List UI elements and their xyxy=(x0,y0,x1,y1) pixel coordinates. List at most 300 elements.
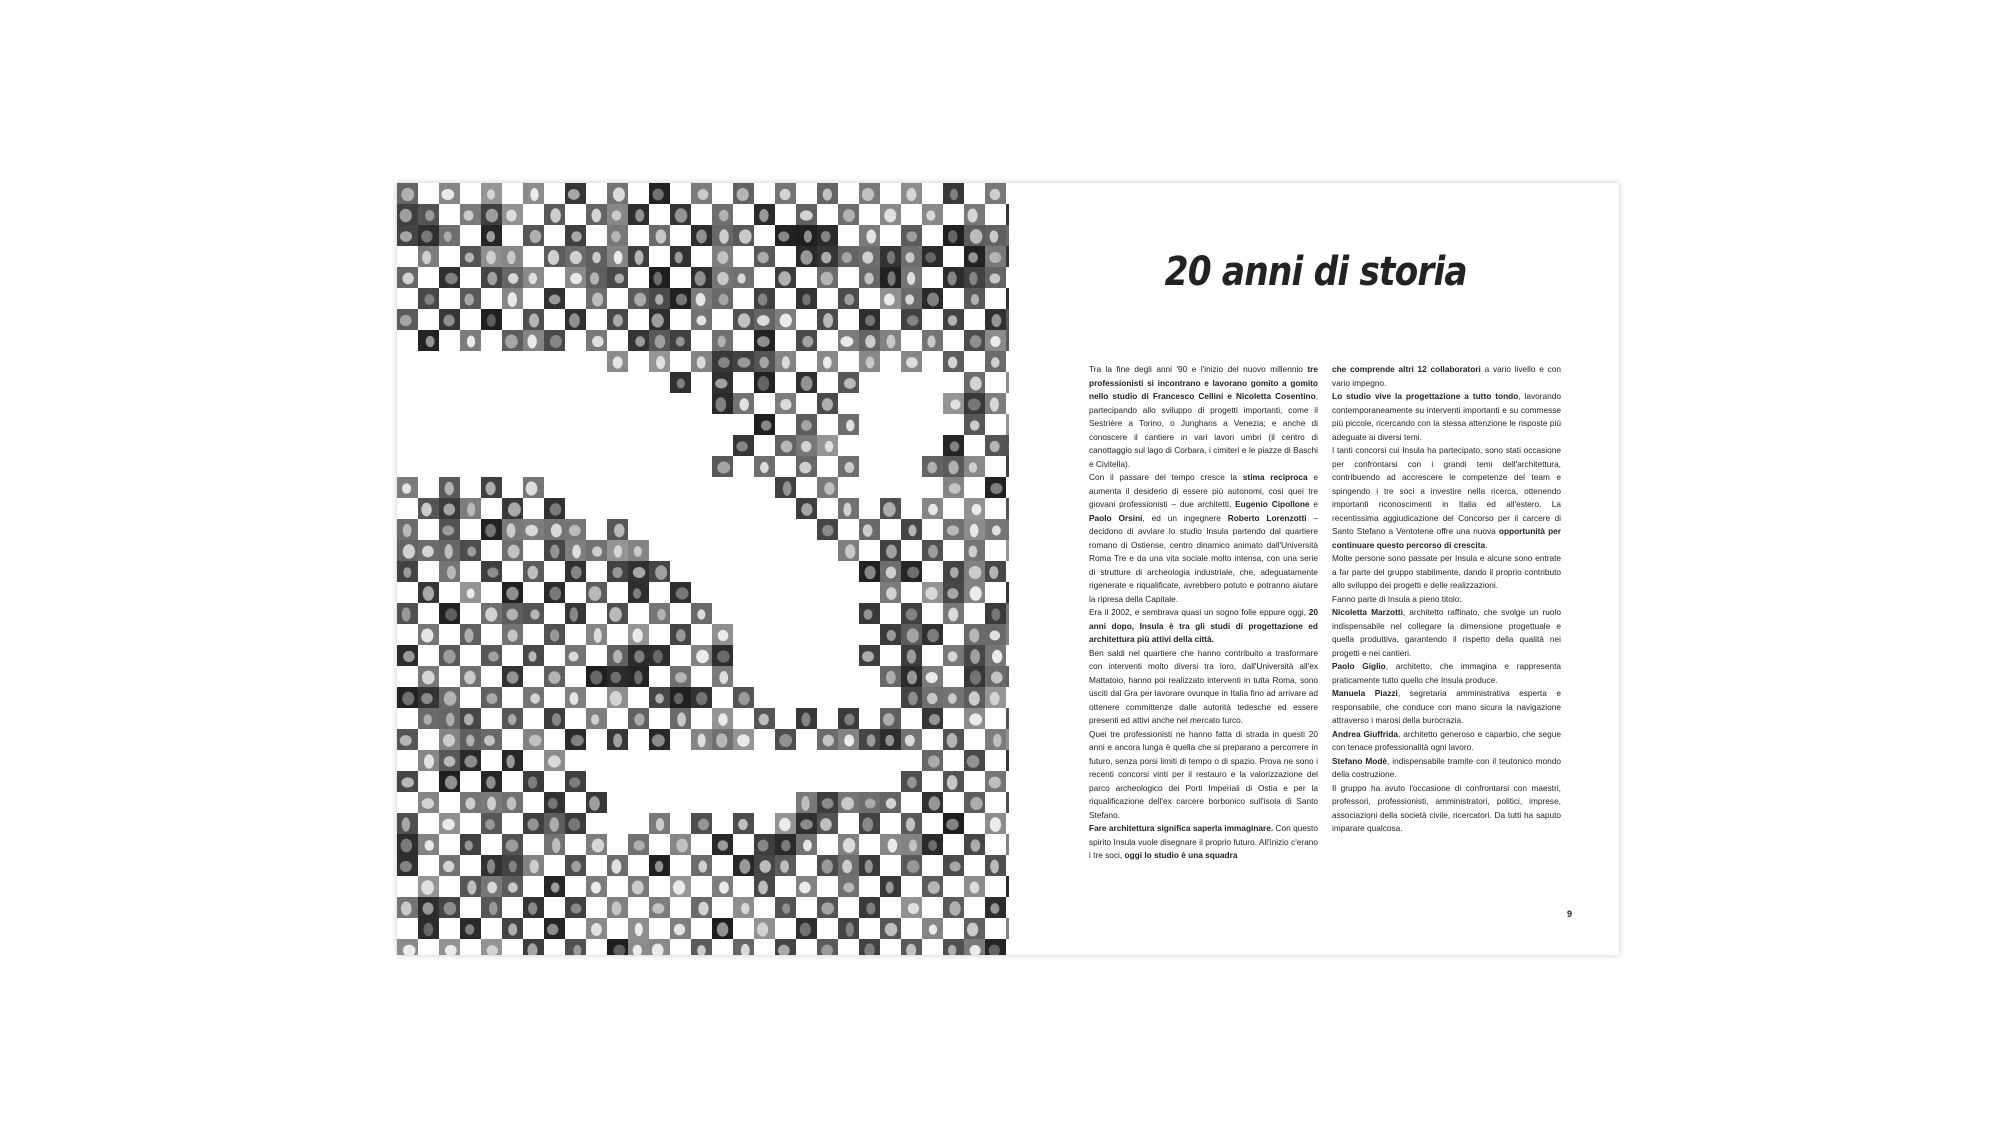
portrait-face xyxy=(445,608,457,620)
paragraph xyxy=(1332,363,1561,390)
portrait-face xyxy=(970,420,980,430)
portrait-face xyxy=(947,733,958,748)
portrait-face xyxy=(886,545,897,559)
portrait-face xyxy=(946,819,959,830)
portrait-face xyxy=(677,378,685,388)
portrait-face xyxy=(846,420,854,432)
portrait-face xyxy=(801,420,812,431)
portrait-face xyxy=(716,397,727,412)
portrait-face xyxy=(656,818,665,831)
portrait-face xyxy=(779,818,791,831)
portrait-face xyxy=(527,818,538,830)
portrait-face xyxy=(487,882,497,894)
portrait-face xyxy=(697,356,706,368)
portrait-face xyxy=(591,714,599,725)
portrait-face xyxy=(447,566,456,580)
portrait-face xyxy=(781,840,791,852)
portrait-face xyxy=(864,566,875,580)
text-page xyxy=(1009,183,1619,955)
portrait-face xyxy=(820,818,832,831)
portrait-face xyxy=(759,209,768,222)
portrait-face xyxy=(948,461,958,475)
portrait-face xyxy=(569,777,580,787)
portrait-face xyxy=(506,609,518,621)
portrait-face xyxy=(592,252,601,263)
portrait-face xyxy=(569,313,580,328)
portrait-face xyxy=(780,314,792,328)
portrait-face xyxy=(673,880,685,895)
portrait-face xyxy=(508,502,521,516)
bold-text-run: tre professionisti si incontrano e lavorano gomito a gomito nello studio di Francesco Cellini e Nicoletta Cosentino xyxy=(1089,364,1318,401)
portrait-face xyxy=(865,335,875,348)
portrait-face xyxy=(825,441,834,452)
portrait-face xyxy=(843,838,855,853)
portrait-face xyxy=(486,693,497,704)
portrait-face xyxy=(568,189,580,200)
portrait-face xyxy=(803,840,812,852)
portrait-face xyxy=(947,775,958,790)
portrait-face xyxy=(801,796,809,811)
text-run: Con questo spirito Insula vuole disegnare il proprio futuro. All'inizio c'erano i tre soci, xyxy=(1089,823,1318,860)
paragraph xyxy=(1332,687,1561,728)
portrait-face xyxy=(883,713,894,726)
portrait-face xyxy=(442,819,455,830)
portrait-face xyxy=(444,544,452,559)
portrait-face xyxy=(862,251,873,263)
portrait-face xyxy=(467,503,475,517)
portrait-face xyxy=(736,441,747,451)
text-run: e aumenta il desiderio di essere più autonomi, così quei tre giovani professionisti – due architetti, xyxy=(1089,472,1318,509)
portrait-face xyxy=(907,860,920,873)
portrait-face xyxy=(550,335,562,348)
portrait-face xyxy=(402,273,413,285)
portrait-face xyxy=(782,356,790,368)
portrait-face xyxy=(528,651,536,662)
portrait-face xyxy=(634,840,645,850)
portrait-face xyxy=(530,860,539,874)
portrait-face xyxy=(676,294,687,306)
portrait-face xyxy=(551,524,562,538)
portrait-face xyxy=(508,545,520,559)
portrait-face xyxy=(676,587,689,599)
portrait-face xyxy=(506,587,518,601)
portrait-face xyxy=(443,861,454,872)
portrait-face xyxy=(465,252,474,262)
portrait-face xyxy=(886,566,896,578)
portrait-face xyxy=(948,357,957,369)
portrait-face xyxy=(484,735,495,745)
portrait-face xyxy=(844,378,856,389)
portrait-face xyxy=(403,524,412,538)
portrait-face xyxy=(906,357,918,368)
portrait-face xyxy=(949,483,961,493)
portrait-face xyxy=(528,902,537,914)
portrait-face xyxy=(970,524,979,538)
portrait-face xyxy=(486,482,496,496)
portrait-face xyxy=(737,273,745,283)
portrait-face xyxy=(969,462,977,473)
portrait-face xyxy=(572,545,581,559)
portrait-face xyxy=(569,651,579,661)
portrait-face xyxy=(591,923,602,936)
portrait-face xyxy=(570,607,579,621)
portrait-face xyxy=(486,209,498,223)
portrait-face xyxy=(883,502,896,517)
portrait-face xyxy=(801,713,810,727)
portrait-face xyxy=(525,525,538,537)
portrait-face xyxy=(844,462,854,473)
portrait-face xyxy=(695,271,706,286)
bold-text-run: oggi lo studio è una squadra xyxy=(1124,850,1238,860)
page-number: 9 xyxy=(1567,909,1573,919)
paragraph xyxy=(1332,390,1561,444)
portrait-face xyxy=(905,735,915,747)
portrait-face xyxy=(425,840,434,851)
portrait-face xyxy=(717,272,728,285)
portrait-face xyxy=(989,273,1000,283)
portrait-face xyxy=(718,357,730,368)
portrait-face xyxy=(907,315,919,326)
portrait-face xyxy=(802,336,813,348)
portrait-face xyxy=(527,566,538,579)
portrait-face xyxy=(444,691,457,705)
portrait-face xyxy=(717,462,730,474)
bold-text-run: che comprende altri 12 collaboratori xyxy=(1332,364,1481,374)
portrait-face xyxy=(968,546,977,558)
portrait-face xyxy=(421,880,434,895)
portrait-face xyxy=(635,923,643,936)
portrait-face xyxy=(421,628,433,642)
portrait-face xyxy=(757,252,768,263)
portrait-face xyxy=(844,294,854,305)
text-run: , partecipando allo sviluppo di progetti importanti, come il Sestrière a Torino, o Junghans a Venezia; e anche di conoscere il cantiere in vari lavori umbri (il centro di canottaggio sul lago di Corbara, i cimiteri e le piazze di Baschi e Civitella). xyxy=(1089,391,1318,469)
portrait-face xyxy=(846,922,854,937)
portrait-face xyxy=(908,525,916,537)
paragraph xyxy=(1332,782,1561,836)
text-column-left xyxy=(1089,363,1318,863)
portrait-face xyxy=(467,335,475,347)
portrait-face xyxy=(947,588,958,599)
portrait-face xyxy=(737,734,750,746)
portrait-face xyxy=(780,860,789,873)
portrait-face xyxy=(590,670,602,684)
portrait-face xyxy=(886,798,897,809)
portrait-face xyxy=(927,629,939,642)
text-run: Il gruppo ha avuto l'occasione di confrontarsi con maestri, professori, professionisti, amministratori, politici, imprese, associazioni della società civile, ricercatori. Da tutti ha saputo imparare qualcosa. xyxy=(1332,782,1561,833)
portrait-face xyxy=(948,315,958,325)
portrait-face xyxy=(887,251,895,264)
portrait-face xyxy=(719,671,728,684)
portrait-face xyxy=(760,462,769,473)
portrait-face xyxy=(674,924,685,936)
portrait-face xyxy=(844,714,854,726)
portrait-face xyxy=(949,901,960,916)
bold-text-run: Lo studio vive la progettazione a tutto tondo xyxy=(1332,391,1519,401)
portrait-face xyxy=(424,754,434,768)
portrait-face xyxy=(485,819,495,830)
portrait-face xyxy=(887,271,895,286)
portrait-face xyxy=(467,588,475,598)
portrait-face xyxy=(530,693,540,703)
portrait-face xyxy=(611,231,621,242)
portrait-face xyxy=(506,210,516,222)
portrait-face xyxy=(929,796,941,810)
portrait-face xyxy=(947,525,959,535)
portrait-face xyxy=(821,902,834,914)
portrait-face xyxy=(652,189,663,201)
portrait-face xyxy=(719,229,729,244)
bold-text-run: Roberto Lorenzotti xyxy=(1227,512,1307,523)
portrait-face xyxy=(862,817,873,831)
portrait-face xyxy=(634,546,642,557)
portrait-face xyxy=(422,251,431,264)
portrait-face xyxy=(758,881,768,895)
portrait-face xyxy=(590,272,599,285)
portrait-face xyxy=(800,210,813,220)
portrait-face xyxy=(464,294,474,306)
bold-text-run: Eugenio Cipollone xyxy=(1235,499,1310,509)
portrait-face xyxy=(970,670,981,685)
portrait-face xyxy=(655,861,663,872)
portrait-face xyxy=(968,208,978,222)
portrait-face xyxy=(464,755,477,767)
portrait-face xyxy=(635,336,645,347)
portrait-face xyxy=(950,441,959,451)
bold-text-run: Andrea Giuffrida xyxy=(1332,728,1399,739)
portrait-face xyxy=(758,293,768,305)
portrait-face xyxy=(886,671,896,684)
portrait-face xyxy=(445,776,457,790)
portrait-face xyxy=(486,251,496,265)
portrait-face xyxy=(509,861,517,873)
portrait-face xyxy=(634,293,646,306)
portrait-face xyxy=(530,188,538,201)
portrait-face xyxy=(739,398,749,411)
portrait-face xyxy=(614,545,622,557)
portrait-face xyxy=(886,587,897,600)
portrait-face xyxy=(991,608,1000,620)
portrait-face xyxy=(569,525,581,536)
portrait-face xyxy=(844,734,854,746)
portrait-face xyxy=(759,714,769,726)
portrait-face xyxy=(822,398,833,411)
portrait-face xyxy=(570,692,579,705)
portrait-face xyxy=(550,544,559,558)
portrait-face xyxy=(613,356,623,368)
portrait-face xyxy=(675,208,688,223)
portrait-face xyxy=(698,860,707,872)
portrait-face xyxy=(402,483,411,494)
paragraph xyxy=(1089,647,1318,728)
portrait-face xyxy=(929,714,940,725)
portrait-face xyxy=(783,481,792,496)
text-run: , indispensabile tramite con il teutonico mondo della costruzione. xyxy=(1332,755,1561,779)
portrait-face xyxy=(738,819,748,830)
bold-text-run: opportunità per continuare questo percorso di crescita xyxy=(1332,526,1561,550)
paragraph xyxy=(1332,660,1561,687)
portrait-face xyxy=(487,314,496,327)
portrait-face xyxy=(970,229,983,244)
portrait-face xyxy=(676,629,686,642)
portrait-face xyxy=(969,566,982,579)
portrait-face xyxy=(970,586,982,600)
portrait-face xyxy=(907,272,915,285)
portrait-face xyxy=(696,293,706,306)
portrait-face xyxy=(738,692,749,705)
portrait-face xyxy=(568,818,580,831)
portrait-face xyxy=(698,189,709,200)
portrait-face xyxy=(927,335,935,347)
portrait-face xyxy=(698,734,706,748)
portrait-face xyxy=(948,651,958,662)
portrait-face xyxy=(929,924,937,934)
portrait-face xyxy=(400,315,412,326)
portrait-face xyxy=(551,882,560,892)
portrait-face xyxy=(970,335,982,348)
portrait-face xyxy=(970,377,982,391)
portrait-face xyxy=(610,672,621,683)
portrait-face xyxy=(591,882,601,894)
portrait-face xyxy=(758,840,769,852)
portrait-face xyxy=(571,231,581,241)
portrait-face xyxy=(969,713,982,725)
portrait-face xyxy=(402,817,410,831)
portrait-face xyxy=(589,796,600,810)
portrait-face xyxy=(822,798,834,809)
portrait-face xyxy=(549,294,560,304)
portrait-face xyxy=(548,798,558,809)
portrait-face xyxy=(717,650,730,662)
text-run: Con il passare del tempo cresce la xyxy=(1089,472,1243,482)
portrait-face xyxy=(465,924,474,935)
portrait-face xyxy=(592,336,604,347)
portrait-face xyxy=(655,335,666,348)
portrait-face xyxy=(400,861,412,872)
bold-text-run: Paolo Giglio xyxy=(1332,661,1386,671)
portrait-face xyxy=(801,376,813,391)
portrait-face xyxy=(612,567,622,578)
portrait-face xyxy=(485,524,496,537)
bold-text-run: 20 anni dopo, Insula è tra gli studi di progettazione ed architettura più attivi della città. xyxy=(1089,607,1318,644)
portrait-face xyxy=(655,294,663,305)
paragraph xyxy=(1089,606,1318,647)
portrait-face xyxy=(594,628,602,643)
portrait-face xyxy=(823,735,834,747)
portrait-face xyxy=(423,586,434,601)
portrait-face xyxy=(698,902,708,916)
portrait-face xyxy=(801,503,812,516)
portrait-face xyxy=(464,628,473,642)
portrait-face xyxy=(801,441,812,452)
portrait-face xyxy=(403,567,411,578)
portrait-face xyxy=(989,230,998,242)
portrait-face xyxy=(675,252,683,264)
portrait-face xyxy=(653,650,663,664)
portrait-face xyxy=(948,230,958,243)
portrait-face xyxy=(423,714,431,725)
portrait-face xyxy=(947,271,956,285)
portrait-face xyxy=(948,608,958,622)
portrait-face xyxy=(697,609,705,619)
portrait-face xyxy=(970,839,980,852)
portrait-face xyxy=(633,588,641,599)
portrait-face xyxy=(907,649,917,663)
portrait-face xyxy=(948,693,957,703)
portrait-face xyxy=(906,818,915,832)
portrait-face xyxy=(443,504,455,516)
portrait-photo-mosaic xyxy=(397,183,1009,955)
portrait-face xyxy=(989,777,1001,789)
portrait-face xyxy=(908,692,918,706)
portrait-face xyxy=(422,902,433,914)
portrait-face xyxy=(717,922,729,936)
portrait-face xyxy=(906,188,916,201)
portrait-face xyxy=(548,755,561,767)
portrait-face xyxy=(800,819,813,829)
portrait-face xyxy=(823,313,833,328)
portrait-face xyxy=(800,250,812,264)
portrait-face xyxy=(841,797,854,810)
portrait-face xyxy=(928,881,940,894)
portrait-face xyxy=(653,272,662,286)
portrait-face xyxy=(928,545,938,558)
portrait-face xyxy=(906,608,918,620)
text-run: – decidono di avviare lo studio Insula partendo dal quartiere romano di Ostiense, centro dinamico animato dall'Università Roma Tre e da una vita sociale molto intensa, con una serie di strutture di archeologia industriale, che, adeguatamente rigenerate e riqualificate, avrebbero potuto e potranno aiutare la ripresa della Capitale. xyxy=(1089,512,1319,604)
portrait-face xyxy=(823,188,832,200)
portrait-face xyxy=(928,504,938,515)
portrait-face xyxy=(821,272,834,286)
portrait-face xyxy=(656,229,667,243)
portrait-face xyxy=(967,755,980,768)
portrait-face xyxy=(403,651,415,662)
book-spread xyxy=(397,183,1619,955)
portrait-face xyxy=(928,840,937,851)
portrait-face xyxy=(991,357,1000,368)
text-run: Ben saldi nel quartiere che hanno contribuito a trasformare con interventi molto diversi tra loro, dall'Università all'ex Mattatoio, hanno poi realizzato interventi in tutta Roma, sono usciti dal Gra per lavorare ovunque in Italia fino ad arrivare ad ottenere committenze dalle autorità tedesche ed essere presenti ed attivi anche nel mercato turco. xyxy=(1089,647,1318,725)
portrait-face xyxy=(967,923,978,937)
portrait-face xyxy=(615,273,625,283)
bold-text-run: Manuela Piazzi xyxy=(1332,688,1398,698)
portrait-face xyxy=(400,209,412,222)
portrait-face xyxy=(989,630,1000,640)
portrait-face xyxy=(401,839,413,853)
portrait-face xyxy=(444,756,456,767)
portrait-face xyxy=(549,587,561,601)
portrait-face xyxy=(886,630,895,641)
portrait-face xyxy=(651,313,663,327)
portrait-face xyxy=(781,441,793,453)
portrait-face xyxy=(888,838,898,852)
portrait-face xyxy=(634,650,644,663)
portrait-face xyxy=(885,735,894,746)
portrait-face xyxy=(907,671,917,685)
portrait-face xyxy=(548,250,559,265)
portrait-face xyxy=(761,420,772,430)
portrait-face xyxy=(739,859,750,874)
portrait-face xyxy=(866,229,876,243)
portrait-face xyxy=(824,482,834,495)
page-title: 20 anni di storia xyxy=(1164,249,1467,295)
portrait-face xyxy=(925,252,936,263)
portrait-face xyxy=(799,462,811,474)
portrait-face xyxy=(843,503,851,517)
portrait-face xyxy=(867,734,876,746)
portrait-face xyxy=(528,273,537,284)
portrait-face xyxy=(441,189,454,200)
portrait-face xyxy=(505,334,518,348)
paragraph xyxy=(1089,471,1318,606)
portrait-face xyxy=(741,903,749,914)
